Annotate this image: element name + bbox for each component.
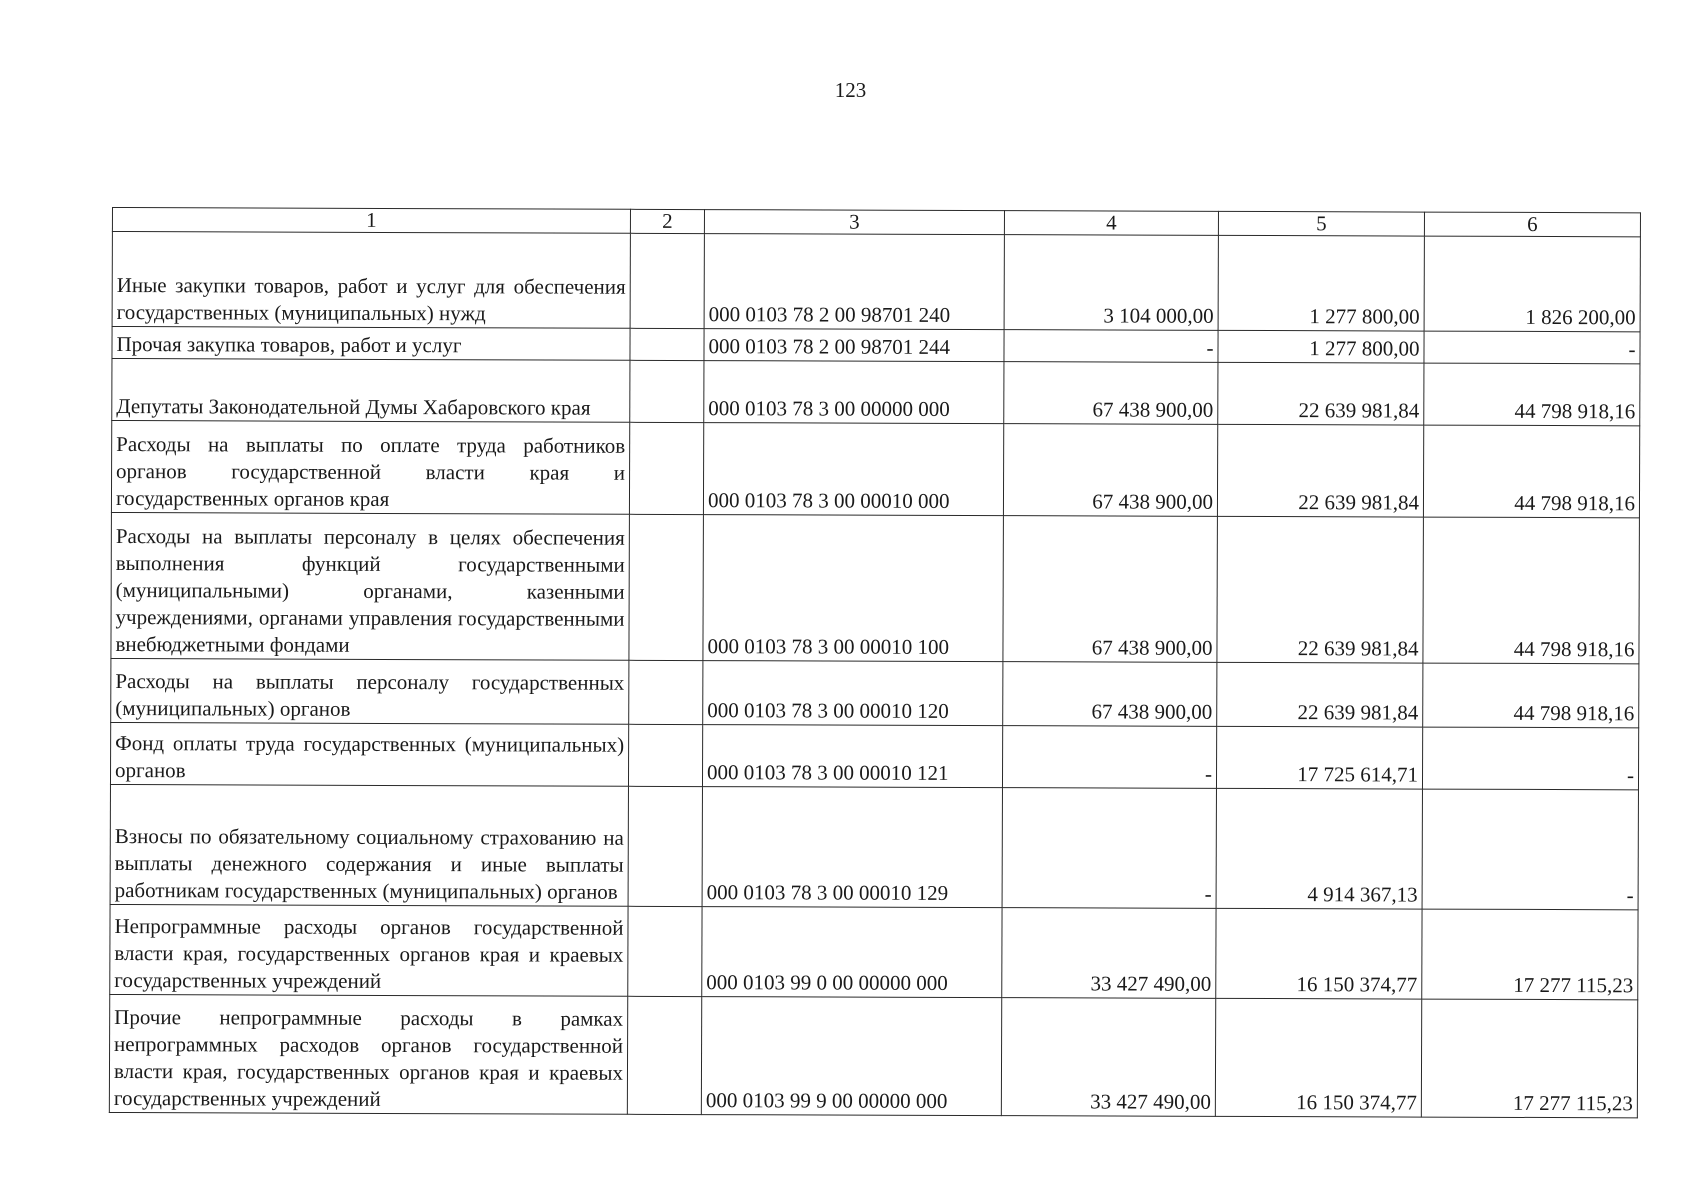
row-code-cell: 000 0103 99 9 00 00000 000 xyxy=(701,997,1001,1116)
row-col2-cell xyxy=(630,360,704,422)
row-code-cell: 000 0103 78 3 00 00010 121 xyxy=(702,725,1002,788)
row-col5-cell: 4 914 367,13 xyxy=(1216,788,1422,909)
row-name-cell: Расходы на выплаты персоналу в целях обеспечения выполнения функций государственными (муниципальными) органами, казенными учреждениями, органами управления государственными внебюджетными фондами xyxy=(111,512,630,660)
column-header-6: 6 xyxy=(1424,212,1640,237)
table-row xyxy=(112,232,1640,332)
row-code-cell: 000 0103 78 2 00 98701 240 xyxy=(704,234,1004,330)
row-name-cell: Взносы по обязательному социальному страхованию на выплаты денежного содержания и иные выплаты работникам государственных (муниципальных) органов xyxy=(110,784,628,906)
row-col5-cell: 1 277 800,00 xyxy=(1218,330,1424,363)
row-code-cell: 000 0103 78 3 00 00010 000 xyxy=(703,423,1003,516)
row-col5-cell: 1 277 800,00 xyxy=(1218,235,1424,331)
row-col2-cell xyxy=(629,660,703,724)
row-col5-cell: 22 639 981,84 xyxy=(1217,662,1423,727)
column-header-3: 3 xyxy=(704,210,1004,235)
row-col4-cell: 3 104 000,00 xyxy=(1004,235,1218,331)
row-col6-cell: 1 826 200,00 xyxy=(1424,236,1640,332)
row-col5-cell: 17 725 614,71 xyxy=(1216,726,1422,789)
column-header-4: 4 xyxy=(1004,211,1218,236)
row-col5-cell: 22 639 981,84 xyxy=(1218,362,1424,425)
row-col4-cell: 67 438 900,00 xyxy=(1003,662,1217,727)
row-col6-cell: - xyxy=(1424,331,1640,364)
table-row xyxy=(110,904,1638,999)
row-name-cell: Депутаты Законодательной Думы Хабаровского края xyxy=(112,359,630,423)
row-col5-cell: 22 639 981,84 xyxy=(1217,424,1423,517)
row-col6-cell: 17 277 115,23 xyxy=(1421,999,1637,1118)
row-col4-cell: 33 427 490,00 xyxy=(1002,908,1216,999)
row-col2-cell xyxy=(628,724,702,786)
row-col2-cell xyxy=(630,328,704,360)
column-header-5: 5 xyxy=(1218,211,1424,236)
row-col6-cell: 44 798 918,16 xyxy=(1424,363,1640,426)
table-row xyxy=(111,421,1639,518)
row-col6-cell: - xyxy=(1422,789,1638,910)
row-col6-cell: 44 798 918,16 xyxy=(1423,663,1639,728)
row-col2-cell xyxy=(628,786,702,906)
column-header-1: 1 xyxy=(112,208,630,234)
row-col4-cell: - xyxy=(1004,330,1218,363)
row-code-cell: 000 0103 78 3 00 00010 100 xyxy=(703,515,1004,662)
row-col2-cell xyxy=(628,906,702,996)
row-col4-cell: 33 427 490,00 xyxy=(1001,998,1215,1117)
row-col4-cell: 67 438 900,00 xyxy=(1003,516,1218,663)
row-name-cell: Прочая закупка товаров, работ и услуг xyxy=(112,327,630,361)
table-row xyxy=(111,512,1640,663)
row-col5-cell: 16 150 374,77 xyxy=(1216,908,1422,999)
row-col2-cell xyxy=(629,514,704,660)
row-col4-cell: 67 438 900,00 xyxy=(1004,362,1218,425)
row-name-cell: Расходы на выплаты персоналу государственных (муниципальных) органов xyxy=(111,658,629,724)
row-code-cell: 000 0103 78 3 00 00000 000 xyxy=(704,361,1004,424)
row-name-cell: Фонд оплаты труда государственных (муниципальных) органов xyxy=(110,722,628,786)
row-name-cell: Непрограммные расходы органов государственной власти края, государственных органов края и краевых государственных учреждений xyxy=(110,904,628,996)
row-name-cell: Иные закупки товаров, работ и услуг для обеспечения государственных (муниципальных) нужд xyxy=(112,232,630,329)
table-row xyxy=(112,327,1640,364)
row-col2-cell xyxy=(629,422,703,514)
row-code-cell: 000 0103 78 3 00 00010 129 xyxy=(702,787,1002,908)
table-row xyxy=(110,784,1638,909)
row-col5-cell: 16 150 374,77 xyxy=(1215,998,1421,1117)
row-name-cell: Расходы на выплаты по оплате труда работников органов государственной власти края и государственных органов края xyxy=(111,421,629,515)
row-code-cell: 000 0103 78 3 00 00010 120 xyxy=(703,661,1003,726)
column-header-2: 2 xyxy=(630,209,704,233)
table-row xyxy=(109,994,1637,1117)
row-col2-cell xyxy=(630,233,704,328)
row-col4-cell: - xyxy=(1002,726,1216,789)
row-col6-cell: 44 798 918,16 xyxy=(1423,425,1639,518)
row-col4-cell: - xyxy=(1002,788,1216,909)
row-col2-cell xyxy=(627,996,701,1114)
row-col5-cell: 22 639 981,84 xyxy=(1217,516,1424,663)
row-col6-cell: - xyxy=(1422,727,1638,790)
table-row xyxy=(110,722,1638,789)
table-row xyxy=(112,359,1640,426)
row-code-cell: 000 0103 99 0 00 00000 000 xyxy=(702,907,1002,998)
row-name-cell: Прочие непрограммные расходы в рамках непрограммных расходов органов государственной власти края, государственных органов края и краевых государственных учреждений xyxy=(109,994,627,1114)
row-col6-cell: 17 277 115,23 xyxy=(1422,909,1638,1000)
row-code-cell: 000 0103 78 2 00 98701 244 xyxy=(704,329,1004,362)
row-col4-cell: 67 438 900,00 xyxy=(1003,424,1217,517)
page-number: 123 xyxy=(834,78,867,102)
table-row xyxy=(111,658,1639,727)
budget-table xyxy=(109,207,1641,1118)
row-col6-cell: 44 798 918,16 xyxy=(1423,517,1640,664)
